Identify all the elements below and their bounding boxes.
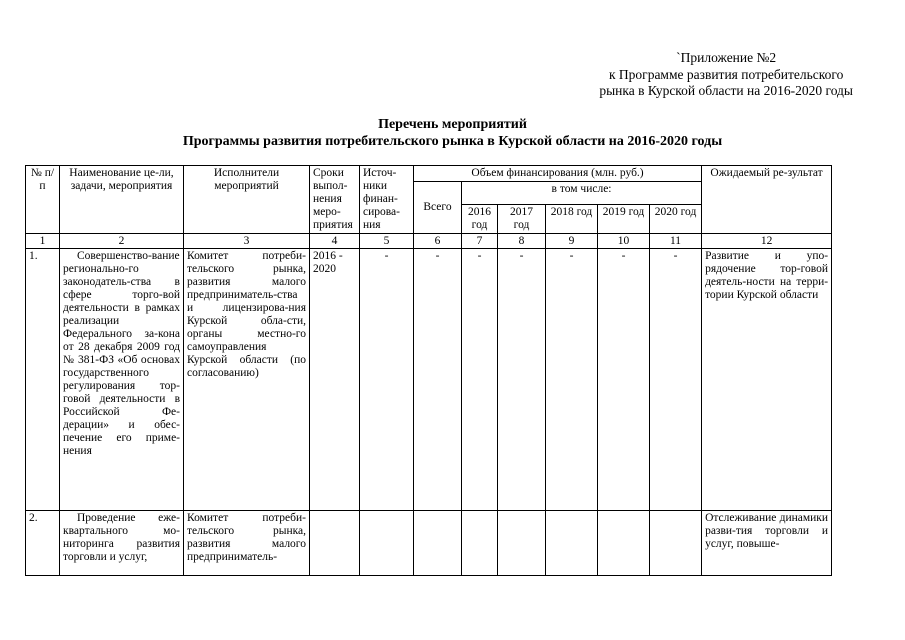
header-including: в том числе:: [462, 182, 702, 205]
row-year-2016: [462, 511, 498, 576]
row-year-2016: -: [462, 249, 498, 511]
row-total: -: [414, 249, 462, 511]
header-year-2020: 2020 год: [650, 205, 702, 234]
appendix-line-1: `Приложение №2: [676, 50, 777, 65]
column-number: 7: [462, 234, 498, 249]
header-executors: Исполнители мероприятий: [184, 166, 310, 234]
row-num: 1.: [26, 249, 60, 511]
row-executors: Комитет потреби-тельского рынка, развития малого предприниматель-: [184, 511, 310, 576]
header-year-2018: 2018 год: [546, 205, 598, 234]
header-row-1: [26, 166, 832, 182]
row-result: Отслеживание динамики разви-тия торговли и услуг, повыше-: [702, 511, 832, 576]
header-name: Наименование це-ли, задачи, мероприятия: [60, 166, 184, 234]
column-number: 5: [360, 234, 414, 249]
column-number: 6: [414, 234, 462, 249]
row-year-2020: -: [650, 249, 702, 511]
row-terms: 2016 - 2020: [310, 249, 360, 511]
header-sources: Источ-ники финан-сирова-ния: [360, 166, 414, 234]
row-result: Развитие и упо-рядочение тор-говой деятель-ности на терри-тории Курской области: [702, 249, 832, 511]
row-year-2017: -: [498, 249, 546, 511]
column-number: 9: [546, 234, 598, 249]
row-total: [414, 511, 462, 576]
row-year-2018: [546, 511, 598, 576]
table-row: [26, 249, 832, 511]
row-name: Проведение еже-квартального мо-ниторинга развития торговли и услуг,: [60, 511, 184, 576]
title-line-1: Перечень мероприятий: [378, 117, 527, 132]
header-year-2017: 2017 год: [498, 205, 546, 234]
appendix-line-3: рынка в Курской области на 2016-2020 годы: [599, 83, 853, 98]
header-total: Всего: [414, 182, 462, 234]
column-number: 12: [702, 234, 832, 249]
row-num: 2.: [26, 511, 60, 576]
measures-table: [25, 165, 832, 576]
header-year-2016: 2016 год: [462, 205, 498, 234]
header-num: № п/п: [26, 166, 60, 234]
row-year-2018: -: [546, 249, 598, 511]
row-year-2019: -: [598, 249, 650, 511]
row-year-2019: [598, 511, 650, 576]
row-year-2020: [650, 511, 702, 576]
column-number: 1: [26, 234, 60, 249]
appendix-block: [599, 50, 853, 100]
row-name: Совершенство-вание регионально-го законодатель-ства в сфере торго-вой деятельности в рамках реализации Федерального за-кона от 28 декабря 2009 год № 381-ФЗ «Об основах государственного регулирования тор-говой деятельности в Российской Фе-дерации» и обес-печение его приме-нения: [60, 249, 184, 511]
row-sources: -: [360, 249, 414, 511]
row-year-2017: [498, 511, 546, 576]
header-result: Ожидаемый ре-зультат: [702, 166, 832, 234]
row-executors: Комитет потреби-тельского рынка, развития малого предприниматель-ства и лицензирова-ния Курской обла-сти, органы местно-го самоуправления Курской области (по согласованию): [184, 249, 310, 511]
row-terms: [310, 511, 360, 576]
column-number: 2: [60, 234, 184, 249]
title-line-2: Программы развития потребительского рынка в Курской области на 2016-2020 годы: [182, 134, 723, 149]
appendix-line-2: к Программе развития потребительского: [608, 66, 844, 82]
row-sources: [360, 511, 414, 576]
header-year-2019: 2019 год: [598, 205, 650, 234]
table-row: [26, 511, 832, 576]
column-number: 11: [650, 234, 702, 249]
column-number: 3: [184, 234, 310, 249]
header-terms: Сроки выпол-нения меро-приятия: [310, 166, 360, 234]
column-number: 10: [598, 234, 650, 249]
column-number: 4: [310, 234, 360, 249]
document-title: [0, 116, 905, 150]
header-funding: Объем финансирования (млн. руб.): [414, 166, 702, 182]
column-number: 8: [498, 234, 546, 249]
column-number-row: [26, 234, 832, 249]
